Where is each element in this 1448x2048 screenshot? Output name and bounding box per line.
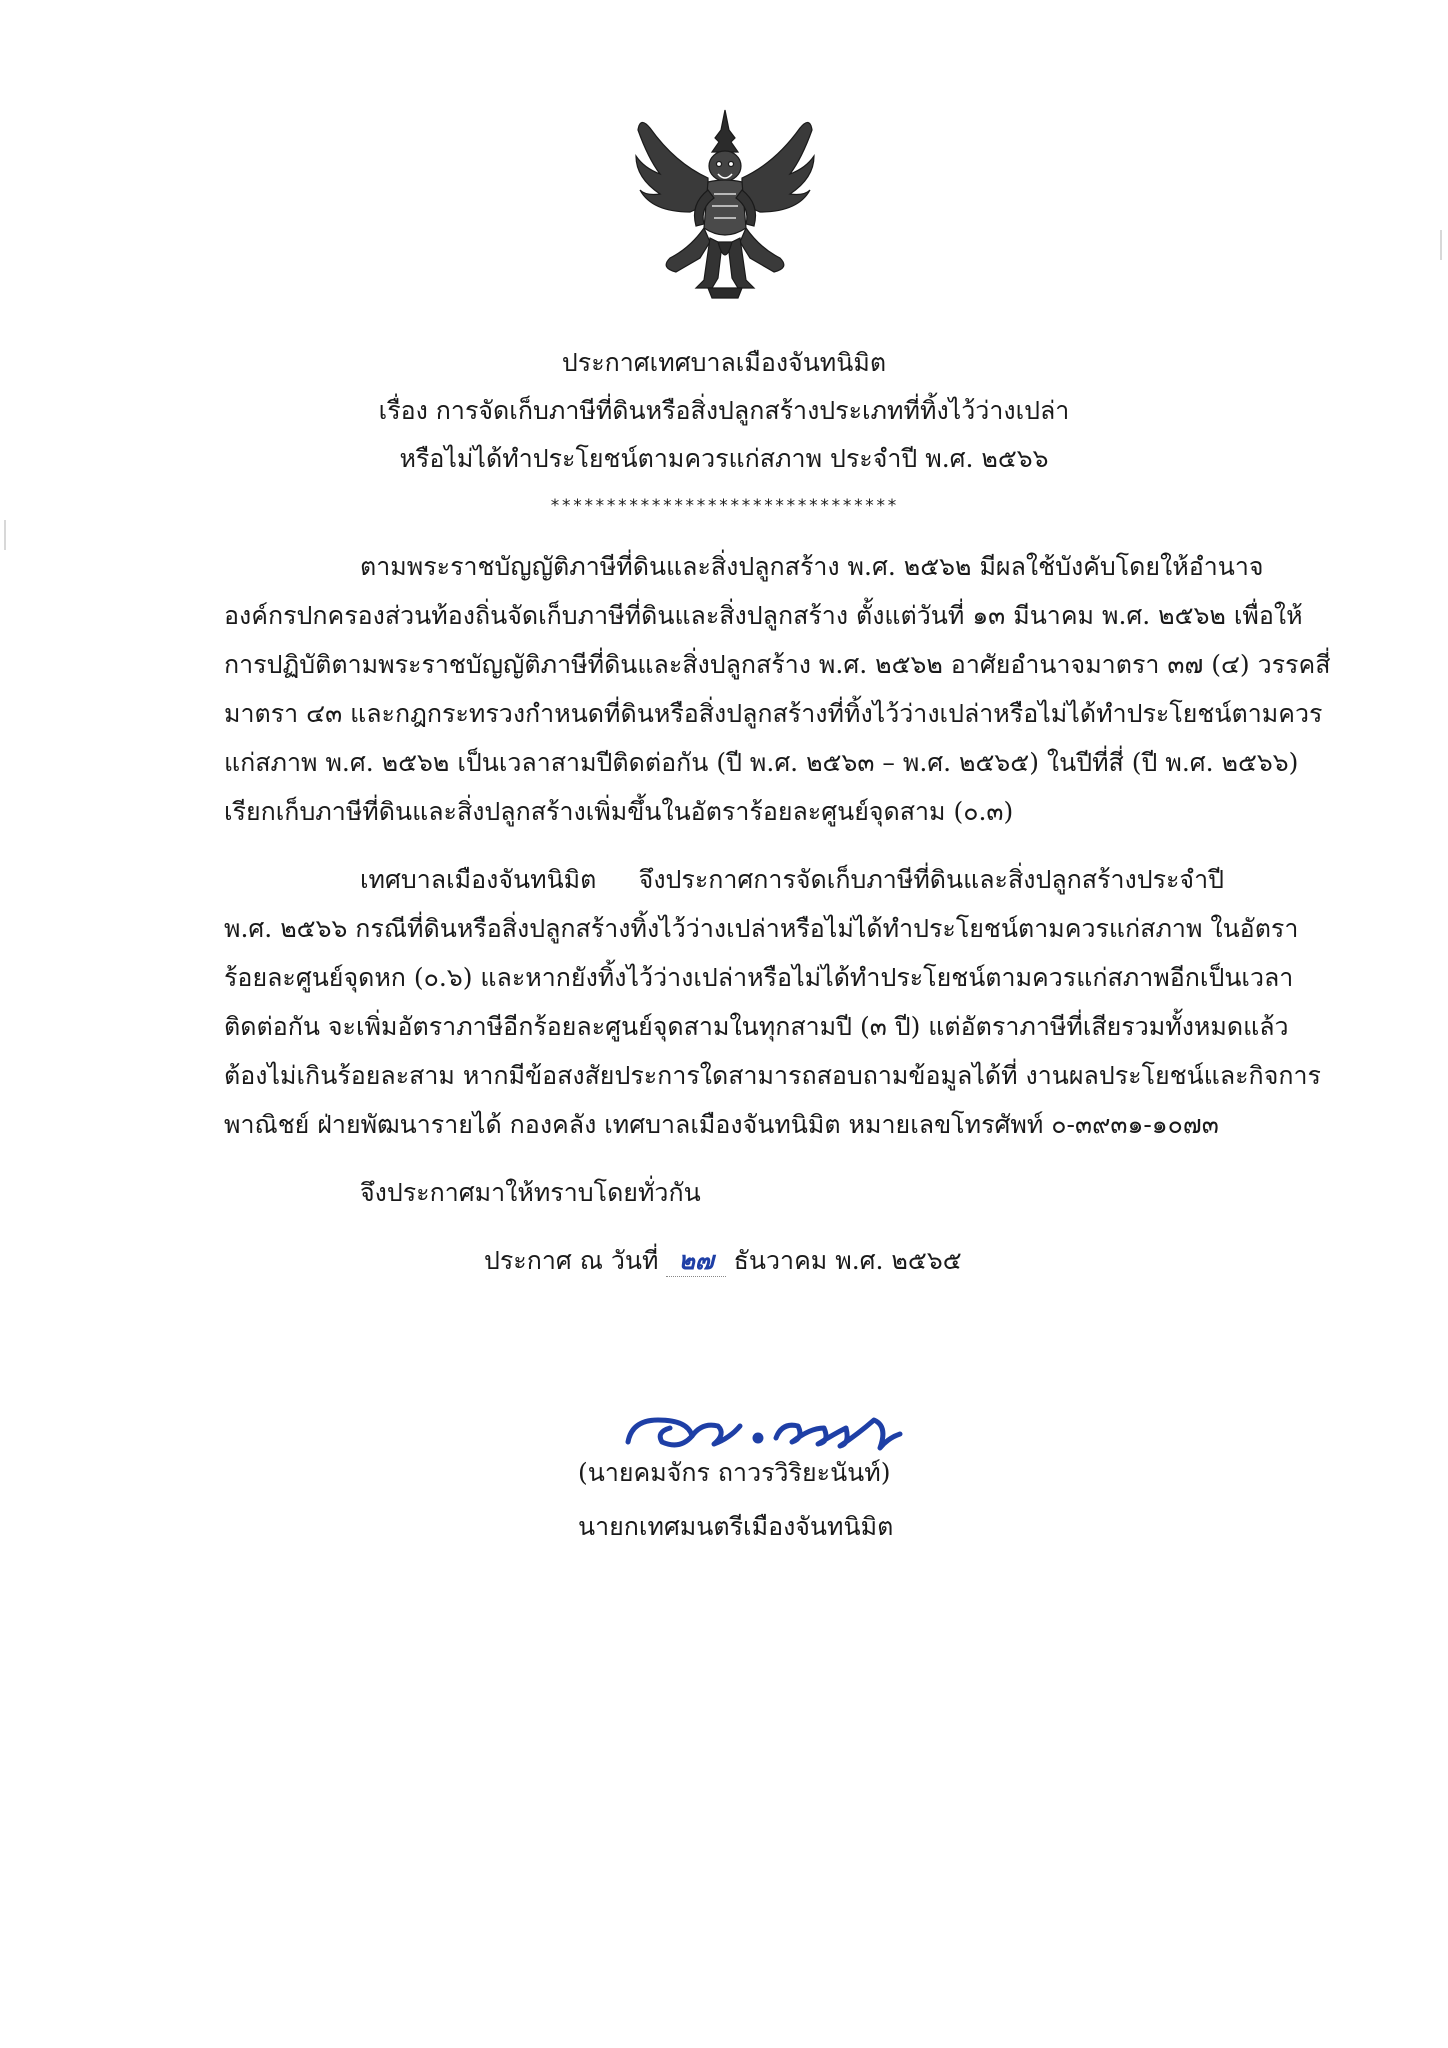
- paragraph-1-line-1: ตามพระราชบัญญัติภาษีที่ดินและสิ่งปลูกสร้าง พ.ศ. ๒๕๖๒ มีผลใช้บังคับโดยให้อำนาจ: [360, 552, 1264, 581]
- signer-name: (นายคมจักร ถาวรวิริยะนันท์): [578, 1458, 891, 1487]
- paragraph-2-line-4: ติดต่อกัน จะเพิ่มอัตราภาษีอีกร้อยละศูนย์จุดสามในทุกสามปี (๓ ปี) แต่อัตราภาษีที่เสียรวมทั้งหมดแล้ว: [224, 1012, 1289, 1041]
- paragraph-1-line-3: การปฏิบัติตามพระราชบัญญัติภาษีที่ดินและสิ่งปลูกสร้าง พ.ศ. ๒๕๖๒ อาศัยอำนาจมาตรา ๓๗ (๔) วรรคสี่: [224, 650, 1331, 679]
- scan-edge-mark: [4, 520, 6, 550]
- garuda-emblem-icon: [630, 108, 820, 303]
- paragraph-2-line-3: ร้อยละศูนย์จุดหก (๐.๖) และหากยังทิ้งไว้ว่างเปล่าหรือไม่ได้ทำประโยชน์ตามควรแก่สภาพอีกเป็นเวลา: [224, 963, 1294, 992]
- handwritten-signature: [618, 1398, 908, 1458]
- date-suffix: ธันวาคม พ.ศ. ๒๕๖๕: [733, 1246, 962, 1275]
- paragraph-1-line-4: มาตรา ๔๓ และกฎกระทรวงกำหนดที่ดินหรือสิ่งปลูกสร้างที่ทิ้งไว้ว่างเปล่าหรือไม่ได้ทำประโยชน์ตามควร: [224, 699, 1323, 728]
- paragraph-2-line-2: พ.ศ. ๒๕๖๖ กรณีที่ดินหรือสิ่งปลูกสร้างทิ้งไว้ว่างเปล่าหรือไม่ได้ทำประโยชน์ตามควรแก่สภาพ ในอัตรา: [224, 914, 1299, 943]
- closing-statement: จึงประกาศมาให้ทราบโดยทั่วกัน: [360, 1178, 701, 1207]
- paragraph-2-line-1: เทศบาลเมืองจันทนิมิต จึงประกาศการจัดเก็บภาษีที่ดินและสิ่งปลูกสร้างประจำปี: [360, 865, 1224, 894]
- announcement-title: ประกาศเทศบาลเมืองจันทนิมิต: [561, 348, 887, 377]
- signer-title: นายกเทศมนตรีเมืองจันทนิมิต: [578, 1512, 894, 1541]
- paragraph-2-line-6: พาณิชย์ ฝ่ายพัฒนารายได้ กองคลัง เทศบาลเมืองจันทนิมิต หมายเลขโทรศัพท์ ๐-๓๙๓๑-๑๐๗๓: [224, 1110, 1219, 1139]
- paragraph-1-line-2: องค์กรปกครองส่วนท้องถิ่นจัดเก็บภาษีที่ดินและสิ่งปลูกสร้าง ตั้งแต่วันที่ ๑๓ มีนาคม พ.ศ. ๒๕๖๒ เพื่อให้: [224, 601, 1303, 630]
- paragraph-1-line-5: แก่สภาพ พ.ศ. ๒๕๖๒ เป็นเวลาสามปีติดต่อกัน (ปี พ.ศ. ๒๕๖๓ – พ.ศ. ๒๕๖๕) ในปีที่สี่ (ปี พ.ศ. ๒๕๖๖): [224, 748, 1299, 777]
- separator-stars: *******************************: [549, 496, 899, 516]
- date-day-handwritten: ๒๗: [678, 1246, 714, 1275]
- announcement-date: [484, 1246, 962, 1277]
- paragraph-1-line-6: เรียกเก็บภาษีที่ดินและสิ่งปลูกสร้างเพิ่มขึ้นในอัตราร้อยละศูนย์จุดสาม (๐.๓): [224, 797, 1014, 826]
- announcement-subject: เรื่อง การจัดเก็บภาษีที่ดินหรือสิ่งปลูกสร้างประเภทที่ทิ้งไว้ว่างเปล่า: [378, 396, 1070, 425]
- date-prefix: ประกาศ ณ วันที่: [484, 1246, 659, 1275]
- scan-edge-mark: [1440, 230, 1442, 260]
- announcement-subject-cont: หรือไม่ได้ทำประโยชน์ตามควรแก่สภาพ ประจำปี พ.ศ. ๒๕๖๖: [399, 444, 1049, 473]
- paragraph-2-line-5: ต้องไม่เกินร้อยละสาม หากมีข้อสงสัยประการใดสามารถสอบถามข้อมูลได้ที่ งานผลประโยชน์และกิจการ: [224, 1061, 1321, 1090]
